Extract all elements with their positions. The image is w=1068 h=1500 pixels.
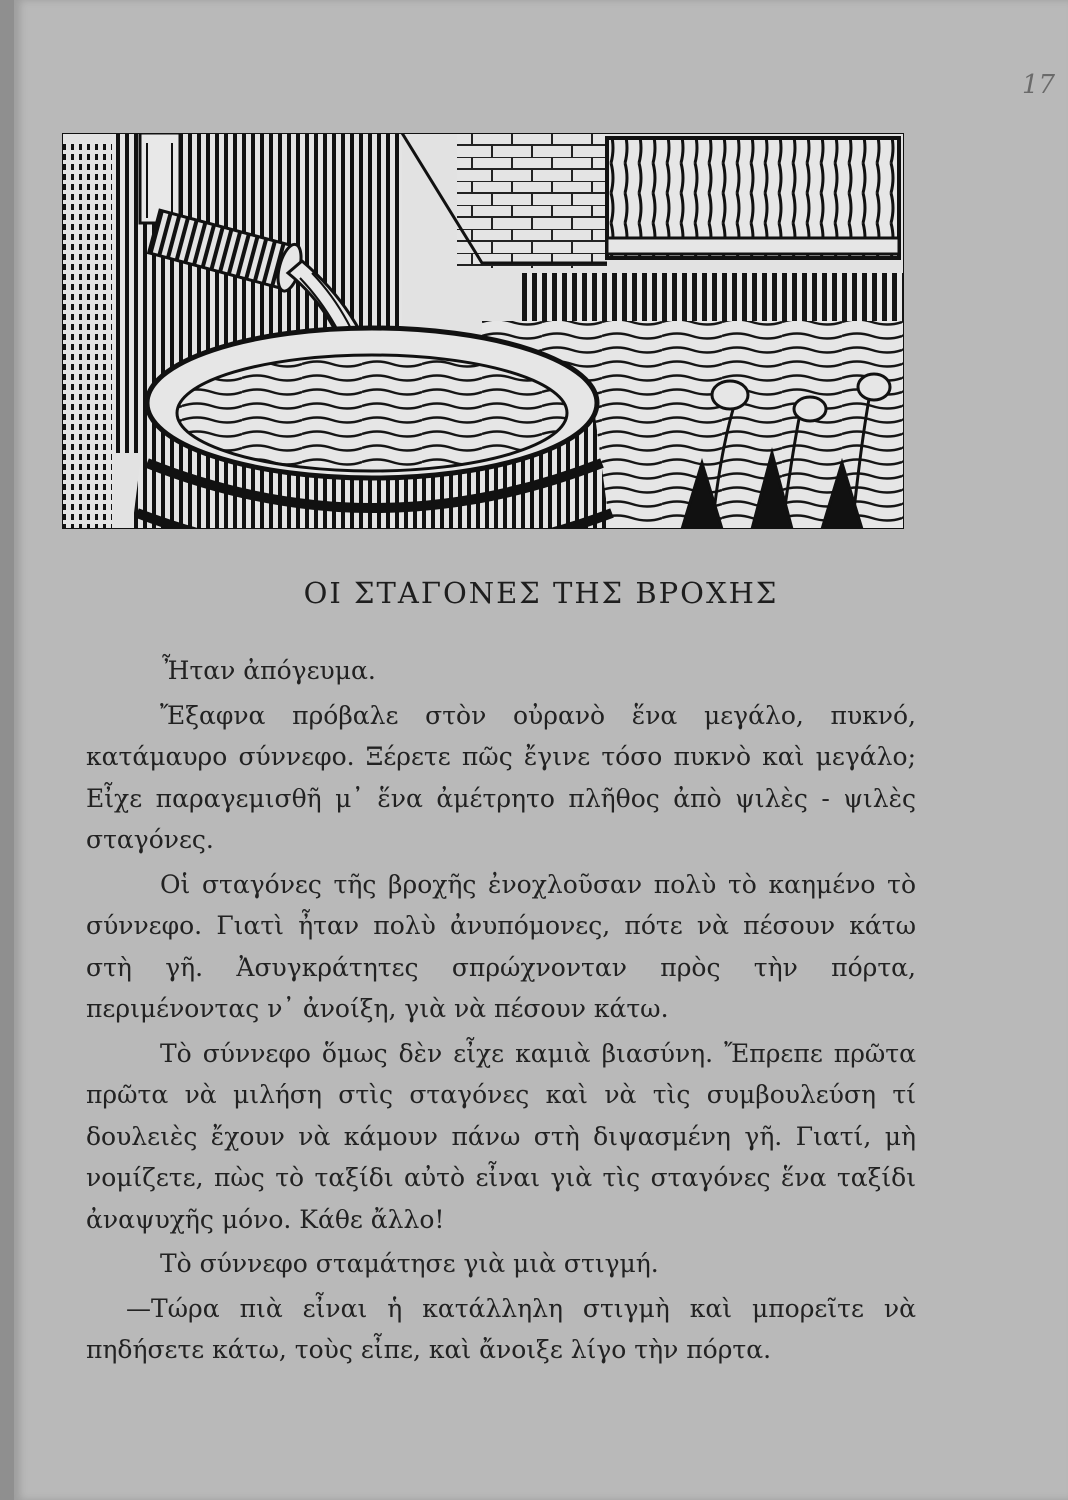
paragraph-2: Ἔξαφνα πρόβαλε στὸν οὐρανὸ ἕνα μεγάλο, πυκνό, κατάμαυρο σύννεφο. Ξέρετε πῶς ἔγινε τόσο πυκνὸ καὶ μεγάλο; Εἶχε παραγεμισθῆ μ᾿ ἕνα ἀμέτρητο πλῆθος ἀπὸ ψιλὲς - ψιλὲς σταγόνες. (86, 700, 916, 854)
paragraph-4: Τὸ σύννεφο ὅμως δὲν εἶχε καμιὰ βιασύνη. Ἔπρεπε πρῶτα πρῶτα νὰ μιλήση στὶς σταγόνες καὶ νὰ τὶς συμβουλεύση τί δουλειὲς ἔχουν νὰ κάμουν πάνω στὴ διψασμένη γῆ. Γιατί, μὴ νομίζετε, πὼς τὸ ταξίδι αὐτὸ εἶναι γιὰ τὶς σταγόνες ἕνα ταξίδι ἀναψυχῆς μόνο. Κάθε ἄλλο! (86, 1038, 916, 1234)
rain-barrel-woodcut-illustration (62, 133, 904, 529)
page-number: 17 (1022, 70, 1056, 100)
paragraph-1: Ἦταν ἀπόγευμα. (162, 656, 376, 685)
paragraph-6: —Τώρα πιὰ εἶναι ἡ κατάλληλη στιγμὴ καὶ μπορεῖτε νὰ πηδήσετε κάτω, τοὺς εἶπε, καὶ ἄνοιξε λίγο τὴν πόρτα. (86, 1293, 916, 1364)
story-title: ΟΙ ΣΤΑΓΟΝΕΣ ΤΗΣ ΒΡΟΧΗΣ (303, 576, 779, 610)
paragraph-5: Τὸ σύννεφο σταμάτησε γιὰ μιὰ στιγμή. (160, 1249, 659, 1278)
paragraph-3: Οἱ σταγόνες τῆς βροχῆς ἐνοχλοῦσαν πολὺ τὸ καημένο τὸ σύννεφο. Γιατὶ ἦταν πολὺ ἀνυπόμονες, πότε νὰ πέσουν κάτω στὴ γῆ. Ἀσυγκράτητες σπρώχνονταν πρὸς τὴν πόρτα, περιμένοντας ν᾿ ἀνοίξη, γιὰ νὰ πέσουν κάτω. (86, 869, 916, 1023)
book-page (14, 0, 1068, 1500)
story-body (86, 650, 916, 1374)
